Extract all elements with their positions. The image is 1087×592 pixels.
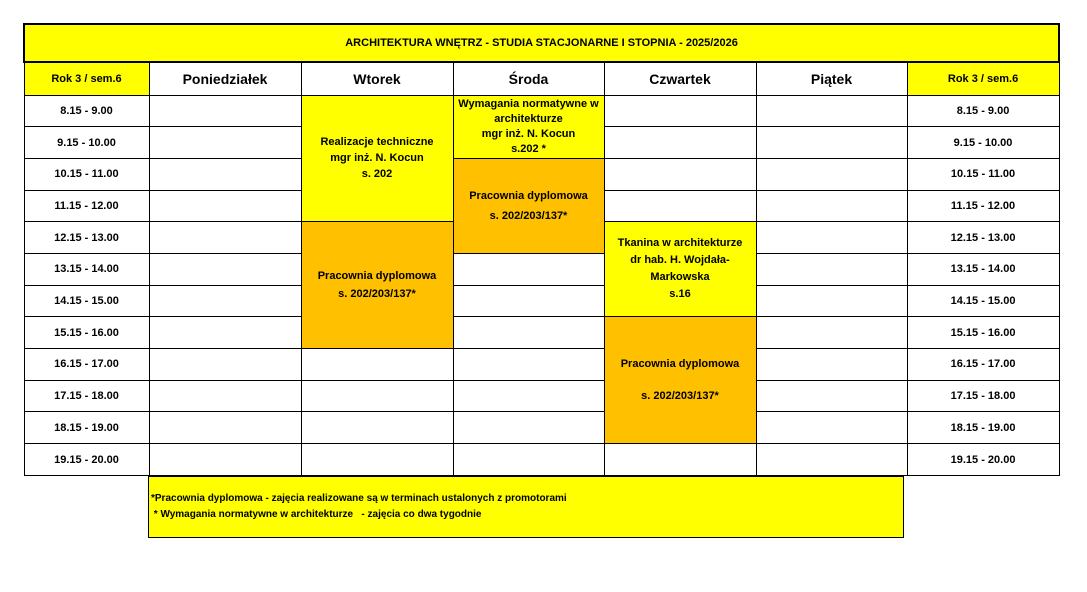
event-name: Tkanina w architekturze — [617, 237, 743, 250]
cell-empty — [149, 317, 301, 349]
cell-empty — [149, 285, 301, 317]
cell-empty — [756, 254, 907, 286]
time-slot-left: 15.15 - 16.00 — [24, 317, 149, 349]
year-label-right: Rok 3 / sem.6 — [907, 62, 1059, 95]
event-realizacje-techniczne — [301, 95, 453, 222]
cell-empty — [149, 412, 301, 444]
time-slot-right: 16.15 - 17.00 — [907, 349, 1059, 381]
time-slot-left: 10.15 - 11.00 — [24, 158, 149, 190]
cell-empty — [301, 412, 453, 444]
cell-empty — [453, 317, 604, 349]
cell-empty — [453, 285, 604, 317]
cell-empty — [149, 380, 301, 412]
cell-empty — [301, 380, 453, 412]
time-slot-right: 12.15 - 13.00 — [907, 222, 1059, 254]
event-name: architekturze — [494, 112, 563, 125]
cell-empty — [756, 190, 907, 222]
cell-empty — [756, 349, 907, 381]
event-teacher: mgr inż. N. Kocun — [481, 127, 576, 140]
event-name: Pracownia dyplomowa — [620, 358, 740, 371]
cell-empty — [149, 95, 301, 127]
event-room: s.202 * — [511, 142, 546, 155]
time-slot-right: 11.15 - 12.00 — [907, 190, 1059, 222]
time-slot-left: 9.15 - 10.00 — [24, 127, 149, 159]
cell-empty — [301, 349, 453, 381]
time-slot-left: 12.15 - 13.00 — [24, 222, 149, 254]
day-header-tuesday: Wtorek — [301, 62, 453, 95]
day-header-thursday: Czwartek — [604, 62, 756, 95]
cell-empty — [453, 254, 604, 286]
event-wymagania-normatywne — [453, 95, 604, 158]
day-header-friday: Piątek — [756, 62, 907, 95]
event-name: Pracownia dyplomowa — [469, 189, 588, 202]
cell-empty — [756, 317, 907, 349]
time-slot-left: 18.15 - 19.00 — [24, 412, 149, 444]
cell-empty — [453, 412, 604, 444]
time-slot-right: 17.15 - 18.00 — [907, 380, 1059, 412]
cell-empty — [756, 158, 907, 190]
event-teacher: mgr inż. N. Kocun — [330, 152, 424, 165]
event-room: s. 202/203/137* — [338, 288, 416, 301]
event-room: s. 202/203/137* — [489, 209, 568, 222]
event-name: Wymagania normatywne w — [458, 97, 599, 110]
event-room: s.16 — [669, 288, 691, 301]
cell-empty — [756, 444, 907, 476]
cell-empty — [604, 127, 756, 159]
day-header-monday: Poniedziałek — [149, 62, 301, 95]
event-room: s. 202 — [361, 168, 393, 181]
cell-empty — [604, 158, 756, 190]
footnote-pracownia: *Pracownia dyplomowa - zajęcia realizowane są w terminach ustalonych z promotorami — [151, 493, 567, 504]
time-slot-right: 8.15 - 9.00 — [907, 95, 1059, 127]
event-pracownia-dyplomowa — [604, 317, 756, 444]
cell-empty — [453, 444, 604, 476]
event-pracownia-dyplomowa — [453, 158, 604, 253]
cell-empty — [604, 190, 756, 222]
cell-empty — [149, 127, 301, 159]
event-name: Pracownia dyplomowa — [317, 270, 437, 283]
time-slot-left: 8.15 - 9.00 — [24, 95, 149, 127]
schedule-table — [23, 23, 1060, 476]
time-slot-left: 19.15 - 20.00 — [24, 444, 149, 476]
schedule-title: ARCHITEKTURA WNĘTRZ - STUDIA STACJONARNE I STOPNIA - 2025/2026 — [24, 24, 1059, 62]
time-slot-right: 15.15 - 16.00 — [907, 317, 1059, 349]
event-tkanina-w-architekturze — [604, 222, 756, 317]
footnotes-box — [148, 476, 904, 538]
cell-empty — [756, 222, 907, 254]
cell-empty — [149, 222, 301, 254]
time-slot-right: 18.15 - 19.00 — [907, 412, 1059, 444]
time-slot-left: 13.15 - 14.00 — [24, 254, 149, 286]
time-slot-right: 14.15 - 15.00 — [907, 285, 1059, 317]
cell-empty — [149, 254, 301, 286]
time-slot-left: 11.15 - 12.00 — [24, 190, 149, 222]
time-slot-right: 13.15 - 14.00 — [907, 254, 1059, 286]
cell-empty — [301, 444, 453, 476]
footnote-wymagania: * Wymagania normatywne w architekturze - zajęcia co dwa tygodnie — [151, 509, 482, 520]
event-pracownia-dyplomowa — [301, 222, 453, 349]
cell-empty — [604, 95, 756, 127]
cell-empty — [756, 285, 907, 317]
cell-empty — [149, 349, 301, 381]
event-room: s. 202/203/137* — [641, 390, 719, 403]
cell-empty — [756, 95, 907, 127]
event-teacher: Markowska — [650, 271, 710, 284]
time-slot-left: 17.15 - 18.00 — [24, 380, 149, 412]
cell-empty — [149, 158, 301, 190]
cell-empty — [756, 412, 907, 444]
event-teacher: dr hab. H. Wojdała- — [630, 254, 730, 267]
time-slot-right: 10.15 - 11.00 — [907, 158, 1059, 190]
day-header-wednesday: Środa — [453, 62, 604, 95]
cell-empty — [453, 380, 604, 412]
cell-empty — [453, 349, 604, 381]
cell-empty — [604, 444, 756, 476]
year-label-left: Rok 3 / sem.6 — [24, 62, 149, 95]
time-slot-right: 19.15 - 20.00 — [907, 444, 1059, 476]
cell-empty — [149, 190, 301, 222]
cell-empty — [756, 380, 907, 412]
time-slot-left: 14.15 - 15.00 — [24, 285, 149, 317]
event-name: Realizacje techniczne — [320, 136, 434, 149]
cell-empty — [756, 127, 907, 159]
time-slot-right: 9.15 - 10.00 — [907, 127, 1059, 159]
time-slot-left: 16.15 - 17.00 — [24, 349, 149, 381]
cell-empty — [149, 444, 301, 476]
